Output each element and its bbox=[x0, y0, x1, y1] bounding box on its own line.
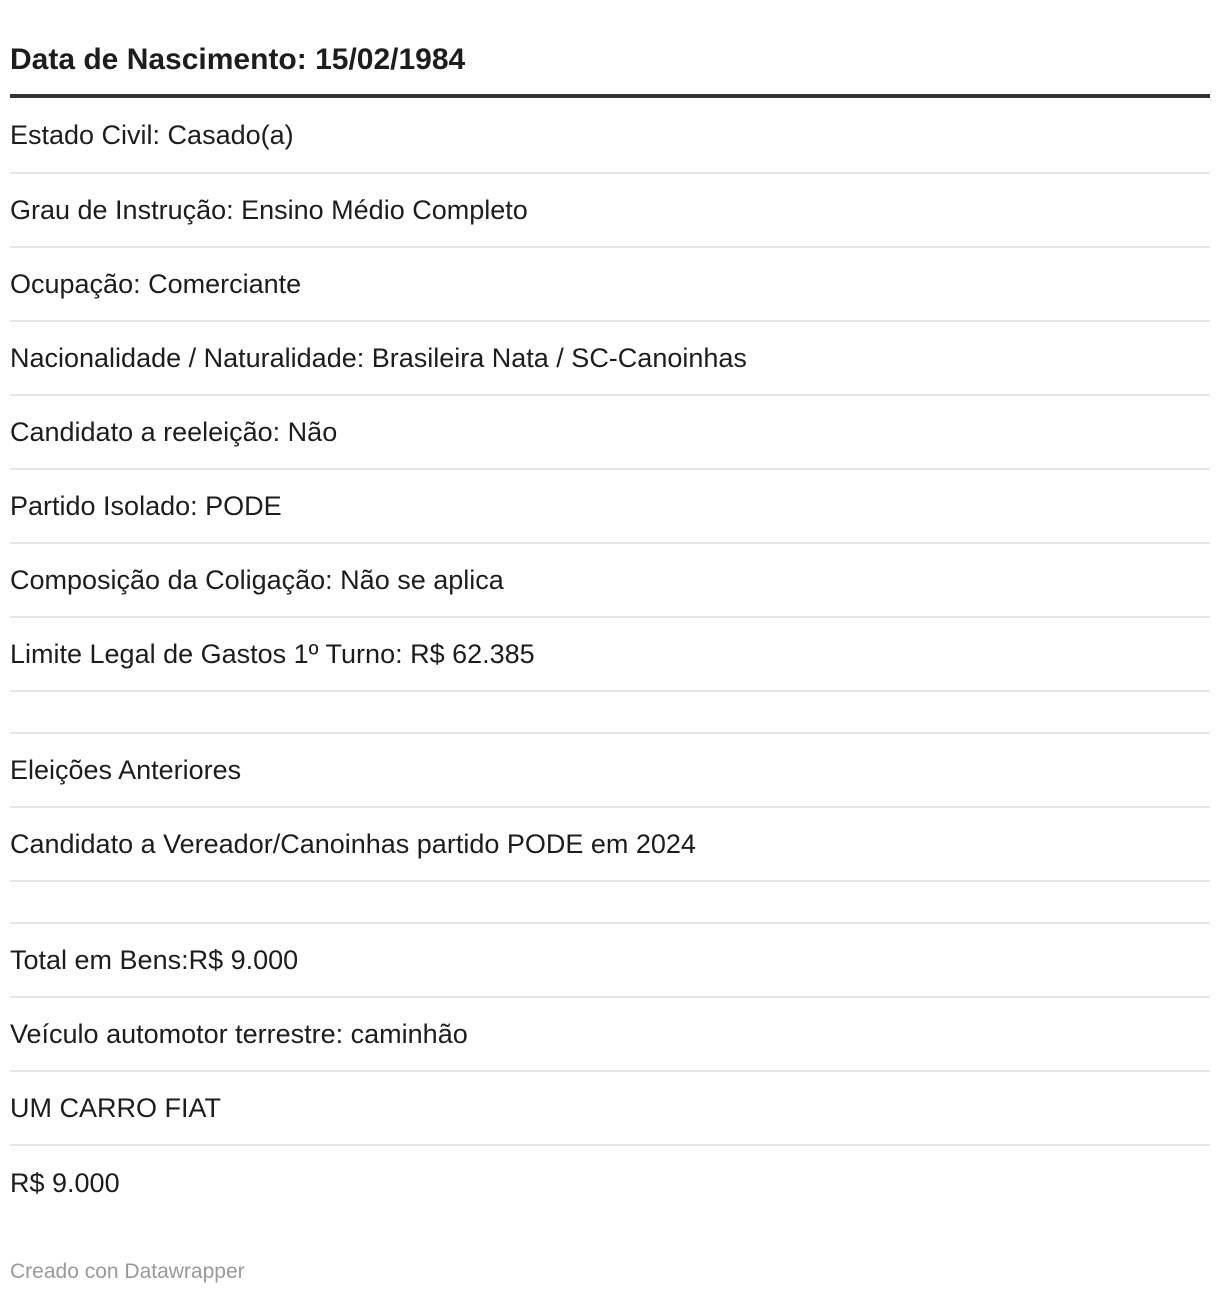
row-text: Estado Civil: Casado(a) bbox=[10, 120, 294, 150]
credit-text: Creado con Datawrapper bbox=[10, 1260, 245, 1283]
table-row-candidato-vereador bbox=[10, 808, 1210, 882]
row-text: Eleições Anteriores bbox=[10, 755, 242, 785]
table-row-grau-instrucao bbox=[10, 174, 1210, 248]
row-text: Grau de Instrução: Ensino Médio Completo bbox=[10, 195, 528, 225]
row-text: Total em Bens:R$ 9.000 bbox=[10, 945, 299, 975]
row-text: Limite Legal de Gastos 1º Turno: R$ 62.385 bbox=[10, 639, 535, 669]
table-row-nacionalidade bbox=[10, 322, 1210, 396]
candidate-info-table bbox=[10, 0, 1210, 1220]
row-text: Nacionalidade / Naturalidade: Brasileira Nata / SC-Canoinhas bbox=[10, 343, 747, 373]
table-row-coligacao bbox=[10, 544, 1210, 618]
table-row-total-bens bbox=[10, 924, 1210, 998]
table-row-reeleicao bbox=[10, 396, 1210, 470]
row-text: Ocupação: Comerciante bbox=[10, 269, 302, 299]
datawrapper-credit bbox=[10, 1258, 245, 1286]
row-text: Composição da Coligação: Não se aplica bbox=[10, 565, 504, 595]
row-text: UM CARRO FIAT bbox=[10, 1093, 221, 1123]
table-row-carro bbox=[10, 1072, 1210, 1146]
table-row-empty bbox=[10, 692, 1210, 734]
table-row-estado-civil bbox=[10, 98, 1210, 174]
table-row-veiculo bbox=[10, 998, 1210, 1072]
table-row-limite-gastos bbox=[10, 618, 1210, 692]
row-text: Veículo automotor terrestre: caminhão bbox=[10, 1019, 468, 1049]
table-row-empty bbox=[10, 882, 1210, 924]
table-row-eleicoes-anteriores bbox=[10, 734, 1210, 808]
header-title: Data de Nascimento: 15/02/1984 bbox=[10, 43, 466, 76]
row-text: Partido Isolado: PODE bbox=[10, 491, 282, 521]
row-text: Candidato a reeleição: Não bbox=[10, 417, 338, 447]
table-header bbox=[10, 0, 1210, 98]
row-text: Candidato a Vereador/Canoinhas partido PODE em 2024 bbox=[10, 829, 696, 859]
row-text: R$ 9.000 bbox=[10, 1168, 120, 1198]
table-row-valor bbox=[10, 1146, 1210, 1220]
table-row-ocupacao bbox=[10, 248, 1210, 322]
table-row-partido bbox=[10, 470, 1210, 544]
